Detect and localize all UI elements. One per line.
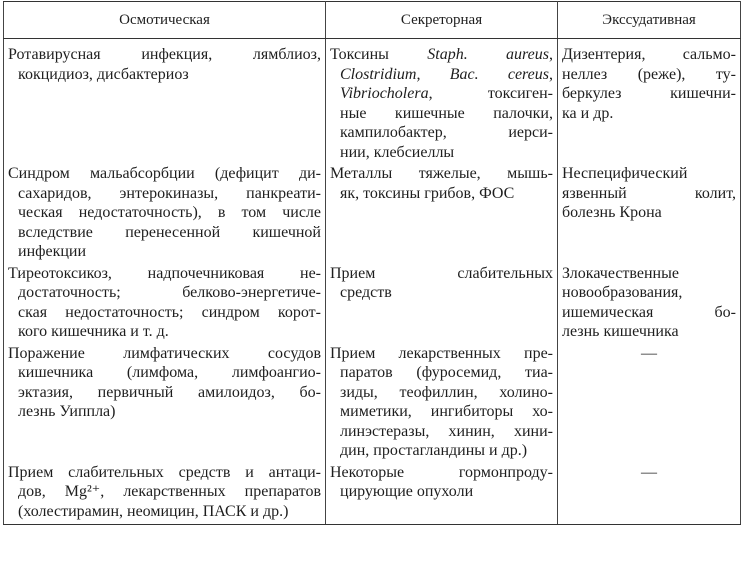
cell-line: линэстеразы, хинин, хини-: [340, 422, 553, 440]
cell-line: Ротавирусная инфекция, лямблиоз,: [8, 46, 321, 63]
text-segment: ,: [549, 65, 553, 83]
text-segment: Токсины: [330, 46, 428, 63]
cell-line: [330, 45, 553, 65]
diarrhea-types-table-wrapper: [3, 1, 740, 525]
exudative-cell: —: [558, 462, 741, 525]
cell-line: ческая недостаточность), в том числе: [18, 204, 321, 221]
latin-term: Staph. aureus: [427, 46, 550, 63]
header-secretory: Секреторная: [326, 2, 558, 39]
cell-line: лезнь Уиппла): [18, 403, 116, 420]
cell-line: эктазия, первичный амилоидоз, бо-: [18, 383, 321, 401]
cell-line: як, токсины грибов, ФОС: [340, 184, 515, 202]
cell-line: ка и др.: [562, 104, 614, 122]
cell-line: Синдром мальабсорбции (дефицит ди-: [8, 165, 321, 182]
cell-line: Некоторые гормонпроду-: [330, 463, 553, 481]
cell-line: кого кишечника и т. д.: [18, 323, 169, 340]
header-osmotic: Осмотическая: [4, 2, 326, 39]
cell-line: ишемическая бо-: [562, 303, 736, 321]
diarrhea-types-table: [3, 1, 741, 525]
cell-line: вследствие перенесенной кишечной: [18, 223, 321, 241]
cell-line: Поражение лимфатических сосудов: [8, 344, 321, 362]
osmotic-cell: [4, 163, 326, 263]
cell-line: [330, 84, 553, 104]
cell-line: [330, 65, 553, 85]
cell-line: дов, Mg²⁺, лекарственных препаратов: [18, 483, 321, 500]
osmotic-cell: [4, 39, 326, 164]
latin-term: Vibriocholera: [340, 85, 429, 102]
cell-line: болезнь Крона: [562, 204, 662, 221]
header-exudative: Экссудативная: [558, 2, 741, 39]
cell-line: кокцидиоз, дисбактериоз: [18, 65, 189, 83]
table-row: [4, 163, 741, 263]
exudative-cell: —: [558, 343, 741, 462]
secretory-cell: [326, 39, 558, 164]
cell-line: Неспецифический: [562, 165, 688, 182]
cell-line: инфекции: [18, 243, 87, 260]
cell-line: средств: [340, 284, 392, 301]
cell-line: Металлы тяжелые, мышь-: [330, 165, 553, 182]
cell-line: достаточность; белково-энергетиче-: [18, 284, 321, 301]
cell-line: нии, клебсиеллы: [340, 143, 455, 161]
cell-line: кампилобактер, иерси-: [340, 124, 553, 141]
secretory-cell: [326, 462, 558, 525]
cell-line: сахаридов, энтерокиназы, панкреати-: [18, 184, 321, 202]
cell-line: зиды, теофиллин, холино-: [340, 383, 553, 401]
exudative-cell: [558, 163, 741, 263]
cell-line: кишечника (лимфома, лимфоангио-: [18, 364, 321, 381]
cell-line: паратов (фуросемид, тиа-: [340, 364, 553, 381]
cell-line: Тиреотоксикоз, надпочечниковая не-: [8, 264, 321, 282]
secretory-cell: [326, 163, 558, 263]
osmotic-cell: [4, 343, 326, 462]
text-segment: ,: [549, 46, 554, 63]
latin-term: Clostridium, Bac. cereus: [340, 65, 549, 83]
secretory-cell: [326, 343, 558, 462]
cell-line: (холестирамин, неомицин, ПАСК и др.): [18, 502, 289, 520]
cell-line: дин, простагландины и др.): [340, 442, 528, 459]
cell-line: неллез (реже), ту-: [562, 65, 736, 83]
osmotic-cell: [4, 462, 326, 525]
cell-line: лезнь кишечника: [562, 323, 679, 340]
table-row: [4, 263, 741, 343]
cell-line: цирующие опухоли: [340, 483, 474, 500]
exudative-cell: [558, 39, 741, 164]
table-row: [4, 39, 741, 164]
cell-line: новообразования,: [562, 284, 683, 301]
cell-line: язвенный колит,: [562, 184, 736, 202]
cell-line: миметики, ингибиторы хо-: [340, 403, 553, 420]
cell-line: Прием лекарственных пре-: [330, 344, 553, 362]
cell-line: ные кишечные палочки,: [340, 104, 553, 122]
cell-line: ская недостаточность; синдром корот-: [18, 303, 321, 321]
table-body: [4, 39, 741, 525]
cell-line: Злокачественные: [562, 264, 679, 282]
header-row: [4, 2, 741, 39]
cell-line: Дизентерия, сальмо-: [562, 46, 736, 63]
secretory-cell: [326, 263, 558, 343]
cell-line: Прием слабительных средств и антаци-: [8, 463, 321, 481]
cell-line: беркулез кишечни-: [562, 85, 736, 102]
osmotic-cell: [4, 263, 326, 343]
text-segment: , токсиген-: [428, 85, 553, 102]
exudative-cell: [558, 263, 741, 343]
table-row: [4, 462, 741, 525]
table-row: [4, 343, 741, 462]
cell-line: Прием слабительных: [330, 264, 553, 282]
